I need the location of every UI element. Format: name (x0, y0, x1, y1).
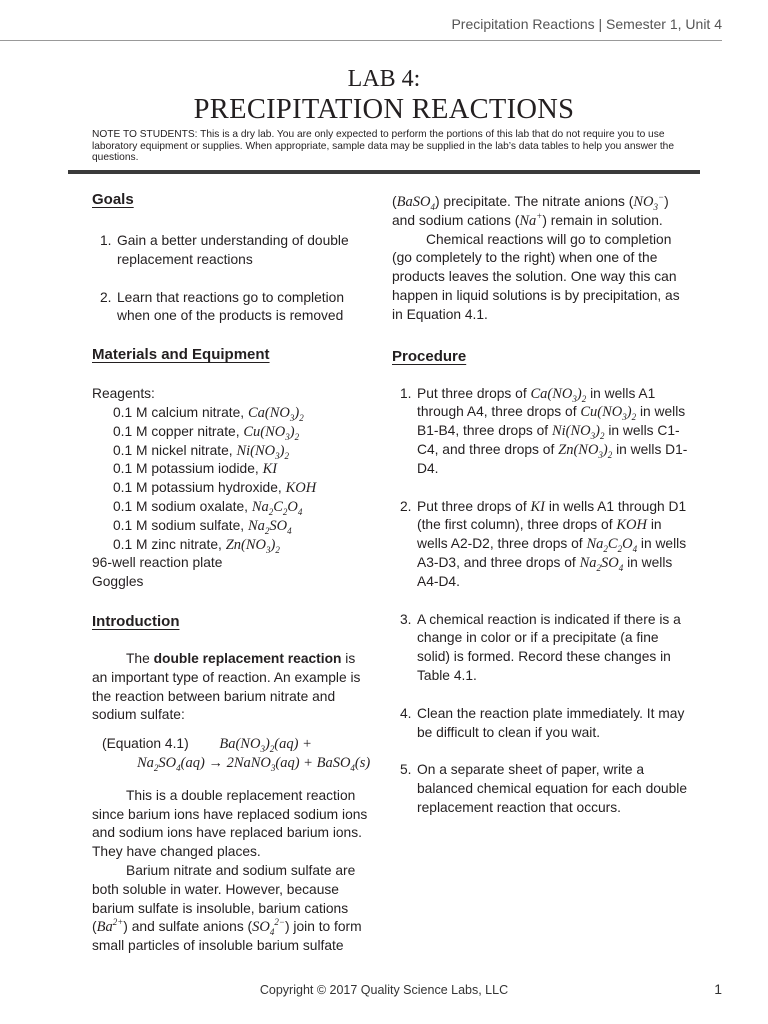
intro-text: is an important type of reaction. An example is the reaction between barium nitrate and sodium sulfate: (92, 650, 361, 723)
list-item (92, 423, 374, 442)
intro-paragraph (92, 650, 374, 725)
intro-text: The (126, 650, 154, 666)
step-text: in wells A2-D2, three drops of (417, 517, 662, 552)
step-text: in wells B1-B4, three drops of (417, 404, 686, 439)
goals-heading: Goals (92, 191, 134, 208)
formula-ni-no3-2: $Ni(NO_3)_2$ (551, 423, 605, 442)
formula-cu-no3-2: $Cu(NO_3)_2$ (243, 423, 300, 442)
formula-ni-no3-2: $Ni(NO_3)_2$ (236, 442, 289, 461)
goal-text: Learn that reactions go to completion when one of the products is removed (117, 289, 345, 324)
step-text: in wells C1-C4, and three drops of (417, 423, 680, 457)
right-column (392, 193, 688, 818)
intro-paragraph (92, 862, 374, 956)
step-text: Put three drops of (417, 385, 531, 401)
reagent-name: 0.1 M sodium sulfate, (113, 517, 245, 533)
list-item (92, 498, 374, 517)
formula-cu-no3-2: $Cu(NO_3)_2$ (580, 404, 637, 423)
intro-text: precipitate. The nitrate anions ( (439, 194, 634, 209)
formula-ki: KI (530, 498, 546, 515)
step-text: in wells A1 through D1 (the first column), three drops of (417, 498, 687, 533)
formula-ca-no3-2: $Ca(NO_3)_2$ (530, 385, 587, 404)
ion-no3-minus: $NO_3^-$ (633, 192, 665, 212)
step-text: A chemical reaction is indicated if there is a change in color or if a precipitate (a fine solid) is formed. Record these changes in Table 4.1. (417, 611, 681, 683)
reagent-name: 0.1 M sodium oxalate, (113, 498, 248, 514)
intro-text: Barium nitrate and sodium sulfate are both soluble in water. However, because barium sulfate is insoluble, barium cations ( (92, 862, 356, 935)
intro-text: ) and sulfate anions ( (123, 919, 253, 935)
materials-heading: Materials and Equipment (92, 346, 270, 364)
procedure-step (392, 705, 688, 743)
equation-reactant: $Ba(NO_3)_2(aq)$ + (219, 736, 312, 755)
footer-copyright: Copyright © 2017 Quality Science Labs, LLC (259, 983, 509, 997)
list-item (92, 536, 374, 555)
list-number: 3. (400, 611, 412, 627)
formula-koh: KOH (616, 517, 647, 534)
formula-na2c2o4: $Na_2C_2O_4$ (586, 536, 638, 555)
list-number: 5. (400, 762, 412, 778)
equation-label: (Equation 4.1) (102, 736, 189, 752)
formula-ki: KI (262, 461, 278, 478)
procedure-step (392, 498, 688, 592)
note-to-students: NOTE TO STUDENTS: This is a dry lab. You are only expected to perform the portions of this lab that do not require you to use laboratory equipment or supplies. When appropriate, sample data may be supplied in the lab’s data tables to help you answer the questions. (92, 129, 674, 163)
intro-text: ) remain in solution. (542, 212, 663, 228)
procedure-heading: Procedure (392, 347, 467, 365)
reagent-name: 0.1 M potassium iodide, (113, 461, 259, 477)
equation-4-1 (92, 735, 374, 773)
running-head: Precipitation Reactions | Semester 1, Unit 4 (451, 16, 722, 32)
procedure-step (392, 761, 688, 817)
list-item (92, 517, 374, 536)
reagent-name: 0.1 M zinc nitrate, (113, 536, 222, 552)
formula-koh: KOH (285, 480, 317, 497)
reagents-list (92, 385, 374, 592)
list-item (92, 232, 374, 270)
procedure-list (392, 385, 688, 818)
intro-text: ) and sodium cations ( (392, 194, 669, 228)
formula-na2so4: $Na_2SO_4$ (579, 554, 624, 573)
page-title: PRECIPITATION REACTIONS (193, 94, 575, 125)
step-text: in wells A4-D4. (417, 554, 673, 589)
formula-na2c2o4: $Na_2C_2O_4$ (251, 498, 303, 517)
formula-na2so4: $Na_2SO_4$ (247, 517, 292, 536)
list-item (92, 460, 374, 479)
formula-zn-no3-2: $Zn(NO_3)_2$ (225, 536, 280, 555)
title-divider (68, 170, 700, 174)
page-number: 1 (714, 981, 722, 997)
step-text: On a separate sheet of paper, write a balanced chemical equation for each double replacement reaction that occurs. (417, 762, 687, 815)
step-text: in wells A1 through A4, three drops of (417, 385, 656, 420)
step-text: in wells A3-D3, and three drops of (417, 536, 687, 570)
reagent-name: 0.1 M copper nitrate, (113, 423, 240, 439)
ion-so4-2minus: $SO_4^{2-}$ (252, 917, 285, 938)
intro-continued: (BaSO$_4$) precipitate. The nitrate anions $(NO_3^-)$ and sodium cations (Na+) remain in solution. (392, 192, 669, 229)
header-rule (0, 40, 722, 41)
list-item: 96-well reaction plate (92, 555, 223, 571)
step-text: Clean the reaction plate immediately. It may be difficult to clean if you wait. (417, 705, 685, 740)
formula-zn-no3-2: $Zn(NO_3)_2$ (558, 441, 613, 460)
intro-text: ) join to form small particles of insoluble barium sulfate (92, 919, 362, 954)
list-item (92, 442, 374, 461)
formula-baso4: BaSO$_4$ (396, 194, 435, 212)
procedure-step (392, 385, 688, 479)
goal-text: Gain a better understanding of double replacement reactions (117, 233, 349, 267)
formula-ca-no3-2: $Ca(NO_3)_2$ (247, 404, 304, 423)
reagent-name: 0.1 M calcium nitrate, (113, 404, 245, 420)
equation-body: $Na_2SO_4(aq)$ → 2NaNO$_3$(aq) + BaSO$_4$(s) (137, 754, 371, 773)
reagent-name: 0.1 M potassium hydroxide, (113, 480, 282, 496)
reagents-label: Reagents: (92, 386, 155, 402)
term-double-replacement: double replacement reaction (153, 650, 342, 666)
step-text: in wells D1-D4. (417, 441, 688, 476)
list-number: 1. (100, 233, 112, 248)
list-number: 2. (400, 498, 412, 514)
list-item (92, 404, 374, 423)
list-number: 2. (100, 289, 112, 305)
lab-number: LAB 4: (347, 66, 421, 92)
list-number: 1. (400, 385, 412, 401)
ion-ba2plus: $Ba^{2+}$ (96, 917, 124, 936)
introduction-heading: Introduction (92, 612, 180, 630)
list-item (92, 289, 374, 327)
list-item (92, 479, 374, 498)
step-text: Put three drops of (417, 498, 531, 514)
intro-paragraph: Chemical reactions will go to completion (go completely to the right) when one of the products leaves the solution. One way this can happen in liquid solutions is by precipitation, as in Equation 4.1. (392, 231, 680, 322)
goals-list (92, 232, 374, 326)
reagent-name: 0.1 M nickel nitrate, (113, 442, 233, 458)
ion-na-plus: Na+ (519, 210, 543, 229)
list-number: 4. (400, 705, 412, 721)
intro-paragraph: This is a double replacement reaction since barium ions have replaced sodium ions and sodium ions have replaced barium ions. They have changed places. (92, 787, 368, 860)
left-column (92, 190, 374, 956)
procedure-step (392, 611, 688, 686)
list-item: Goggles (92, 574, 144, 590)
